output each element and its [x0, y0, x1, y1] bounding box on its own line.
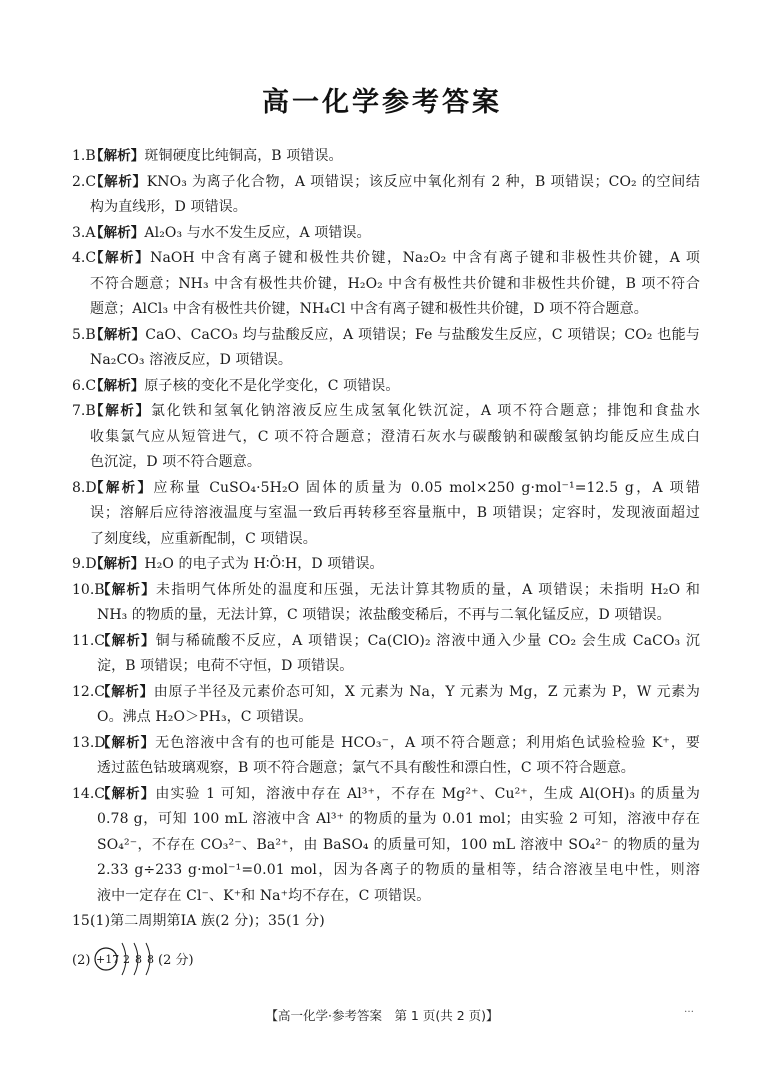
- answer-text: 由原子半径及元素价态可知，X 元素为 Na，Y 元素为 Mg，Z 元素为 P，W 元素为: [153, 683, 700, 700]
- answer-number: 5.B: [72, 326, 96, 343]
- answer-text: 氯化铁和氢氧化钠溶液反应生成氢氧化铁沉淀，A 项不符合题意；排饱和食盐水: [150, 403, 700, 419]
- answer-line: [90, 425, 700, 451]
- part-label: (2): [72, 952, 91, 968]
- answer-text: 收集氯气应从短管进气，C 项不符合题意；澄清石灰水与碳酸钠和碳酸氢钠均能反应生成白: [90, 428, 700, 445]
- answer-text: O。沸点 H₂O＞PH₃，C 项错误。: [97, 709, 313, 725]
- analysis-label: 【解析】: [90, 377, 145, 394]
- answer-text: 色沉淀，D 项不符合题意。: [90, 454, 261, 470]
- answer-text: NH₃ 的物质的量，无法计算，C 项错误；浓盐酸变稀后，不再与二氧化锰反应，D 项错误。: [97, 607, 671, 623]
- answer-line: [90, 909, 700, 935]
- answer-item: [72, 170, 700, 221]
- answer-item: [72, 731, 700, 782]
- answer-line: [90, 348, 700, 374]
- answer-line: [97, 603, 700, 629]
- answer-text: 题意；AlCl₃ 中含有极性共价键，NH₄Cl 中含有离子键和极性共价键，D 项不符合题意。: [90, 301, 648, 317]
- answer-number: 3.A: [72, 224, 96, 241]
- answer-text: 了刻度线，应重新配制，C 项错误。: [90, 530, 317, 547]
- answer-text: SO₄²⁻，不存在 CO₃²⁻、Ba²⁺，由 BaSO₄ 的质量可知，100 mL 溶液中 SO₄²⁻ 的物质的量为: [97, 836, 700, 853]
- answer-number: 2.C: [72, 173, 97, 190]
- page-footer: 【高一化学·参考答案 第 1 页(共 2 页)】: [265, 1008, 499, 1023]
- answer-item: [72, 246, 700, 323]
- answer-line: [97, 833, 700, 859]
- answer-line: [90, 221, 700, 247]
- answer-text: KNO₃ 为离子化合物，A 项错误；该反应中氧化剂有 2 种，B 项错误；CO₂ 的空间结: [146, 173, 701, 190]
- shell-electron-count: 8: [135, 952, 142, 966]
- answer-text: CaO、CaCO₃ 均与盐酸反应，A 项错误；Fe 与盐酸发生反应，C 项错误；CO₂ 也能与: [145, 326, 701, 343]
- analysis-label: 【解析】: [90, 173, 147, 190]
- answer-number: 8.D: [72, 479, 97, 496]
- answer-text: 构为直线形，D 项错误。: [90, 199, 247, 215]
- analysis-label: 【解析】: [90, 479, 154, 496]
- analysis-label: 【解析】: [97, 632, 156, 649]
- answer-text: H₂O 的电子式为 H∶Ö∶H，D 项错误。: [144, 556, 384, 572]
- answer-number: 9.D: [72, 556, 97, 572]
- answer-item: [72, 374, 700, 400]
- answer-text: 透过蓝色钴玻璃观察，B 项不符合题意；氯气不具有酸性和漂白性，C 项不符合题意。: [97, 760, 635, 776]
- answer-line: [90, 246, 700, 272]
- answer-item: [72, 144, 700, 170]
- answer-text: NaOH 中含有离子键和极性共价键，Na₂O₂ 中含有离子键和非极性共价键，A 项: [150, 250, 700, 266]
- answer-item: [72, 221, 700, 247]
- analysis-label: 【解析】: [97, 785, 156, 802]
- answer-line: [97, 858, 700, 884]
- answer-list: [72, 144, 700, 981]
- answer-item: [72, 629, 700, 680]
- answer-line: [97, 756, 700, 782]
- answer-line: [90, 323, 700, 349]
- answer-text: 不符合题意；NH₃ 中含有极性共价键，H₂O₂ 中含有极性共价键和非极性共价键，B 项不符合: [90, 275, 700, 292]
- answer-item: [72, 680, 700, 731]
- answer-line: [97, 884, 700, 910]
- answer-line: [90, 552, 700, 578]
- answer-line: [90, 399, 700, 425]
- answer-text: Al₂O₃ 与水不发生反应，A 项错误。: [144, 224, 371, 241]
- chlorine-ion-structure-diagram: [72, 935, 292, 981]
- analysis-label: 【解析】: [97, 683, 154, 700]
- answer-number: 14.C: [72, 785, 105, 802]
- analysis-label: 【解析】: [97, 581, 157, 598]
- answer-number: 4.C: [72, 250, 97, 266]
- answer-line: [90, 195, 700, 221]
- answer-text: Na₂CO₃ 溶液反应，D 项错误。: [90, 352, 292, 368]
- q15-part2: [72, 935, 700, 981]
- answer-item: [72, 399, 700, 476]
- shell-electron-count: 8: [147, 952, 154, 966]
- answer-item: [72, 476, 700, 553]
- answer-text: 误；溶解后应待溶液温度与室温一致后再转移至容量瓶中，B 项错误；定容时，发现液面超过: [90, 505, 700, 521]
- answer-line: [90, 170, 700, 196]
- answer-line: [90, 297, 700, 323]
- answer-number: 1.B: [72, 148, 96, 164]
- analysis-label: 【解析】: [90, 326, 146, 343]
- answer-item: [72, 323, 700, 374]
- answer-text: 2.33 g÷233 g·mol⁻¹=0.01 mol，因为各离子的物质的量相等，结合溶液呈电中性，则溶: [97, 862, 700, 878]
- answer-item: [72, 552, 700, 578]
- answer-line: [97, 654, 700, 680]
- answer-text: 应称量 CuSO₄·5H₂O 固体的质量为 0.05 mol×250 g·mol⁻¹=12.5 g，A 项错: [153, 479, 700, 496]
- answer-text: 未指明气体所处的温度和压强，无法计算其物质的量，A 项错误；未指明 H₂O 和: [156, 581, 700, 598]
- answer-line: [90, 527, 700, 553]
- answer-item: [72, 909, 700, 935]
- answer-line: [97, 807, 700, 833]
- answer-line: [97, 705, 700, 731]
- answer-line: [90, 476, 700, 502]
- answer-text: 0.78 g，可知 100 mL 溶液中含 Al³⁺ 的物质的量为 0.01 mol；由实验 2 可知，溶液中存在: [97, 811, 700, 827]
- answer-number: 11.C: [72, 632, 105, 649]
- answer-item: [72, 782, 700, 910]
- answer-text: (1)第二周期第ⅠA 族(2 分)；35(1 分): [90, 913, 325, 929]
- analysis-label: 【解析】: [97, 734, 156, 751]
- answer-text: 由实验 1 可知，溶液中存在 Al³⁺，不存在 Mg²⁺、Cu²⁺，生成 Al(OH)₃ 的质量为: [155, 785, 701, 802]
- answer-line: [97, 731, 700, 757]
- answer-number: 12.C: [72, 683, 105, 700]
- answer-text: 淀，B 项错误；电荷不守恒，D 项错误。: [97, 658, 354, 674]
- answer-number: 13.D: [72, 734, 106, 751]
- answer-text: 液中一定存在 Cl⁻、K⁺和 Na⁺均不存在，C 项错误。: [97, 887, 431, 904]
- answer-line: [97, 680, 700, 706]
- page-title: 高一化学参考答案: [262, 87, 502, 118]
- answer-item: [72, 578, 700, 629]
- answer-line: [90, 450, 700, 476]
- answer-number: 15.: [72, 913, 95, 929]
- answer-line: [90, 501, 700, 527]
- corner-mark: …: [684, 1004, 694, 1015]
- answer-line: [97, 629, 700, 655]
- answer-text: 无色溶液中含有的也可能是 HCO₃⁻，A 项不符合题意；利用焰色试验检验 K⁺，要: [155, 734, 700, 751]
- analysis-label: 【解析】: [90, 148, 145, 164]
- analysis-label: 【解析】: [90, 250, 151, 266]
- answer-line: [90, 272, 700, 298]
- analysis-label: 【解析】: [90, 556, 145, 572]
- answer-number: 7.B: [72, 403, 96, 419]
- answer-line: [97, 578, 700, 604]
- shell-electron-count: 2: [123, 952, 130, 966]
- score-label: (2 分): [158, 952, 194, 968]
- answer-number: 6.C: [72, 377, 97, 394]
- answer-line: [97, 782, 700, 808]
- answer-text: 铜与稀硫酸不反应，A 项错误；Ca(ClO)₂ 溶液中通入少量 CO₂ 会生成 CaCO₃ 沉: [155, 632, 700, 649]
- answer-number: 10.B: [72, 581, 105, 598]
- nucleus-charge: +17: [96, 952, 120, 966]
- analysis-label: 【解析】: [90, 403, 151, 419]
- analysis-label: 【解析】: [90, 224, 145, 241]
- answer-line: [90, 374, 700, 400]
- answer-text: 原子核的变化不是化学变化，C 项错误。: [144, 377, 400, 394]
- answer-line: [90, 144, 700, 170]
- answer-text: 斑铜硬度比纯铜高，B 项错误。: [144, 148, 343, 164]
